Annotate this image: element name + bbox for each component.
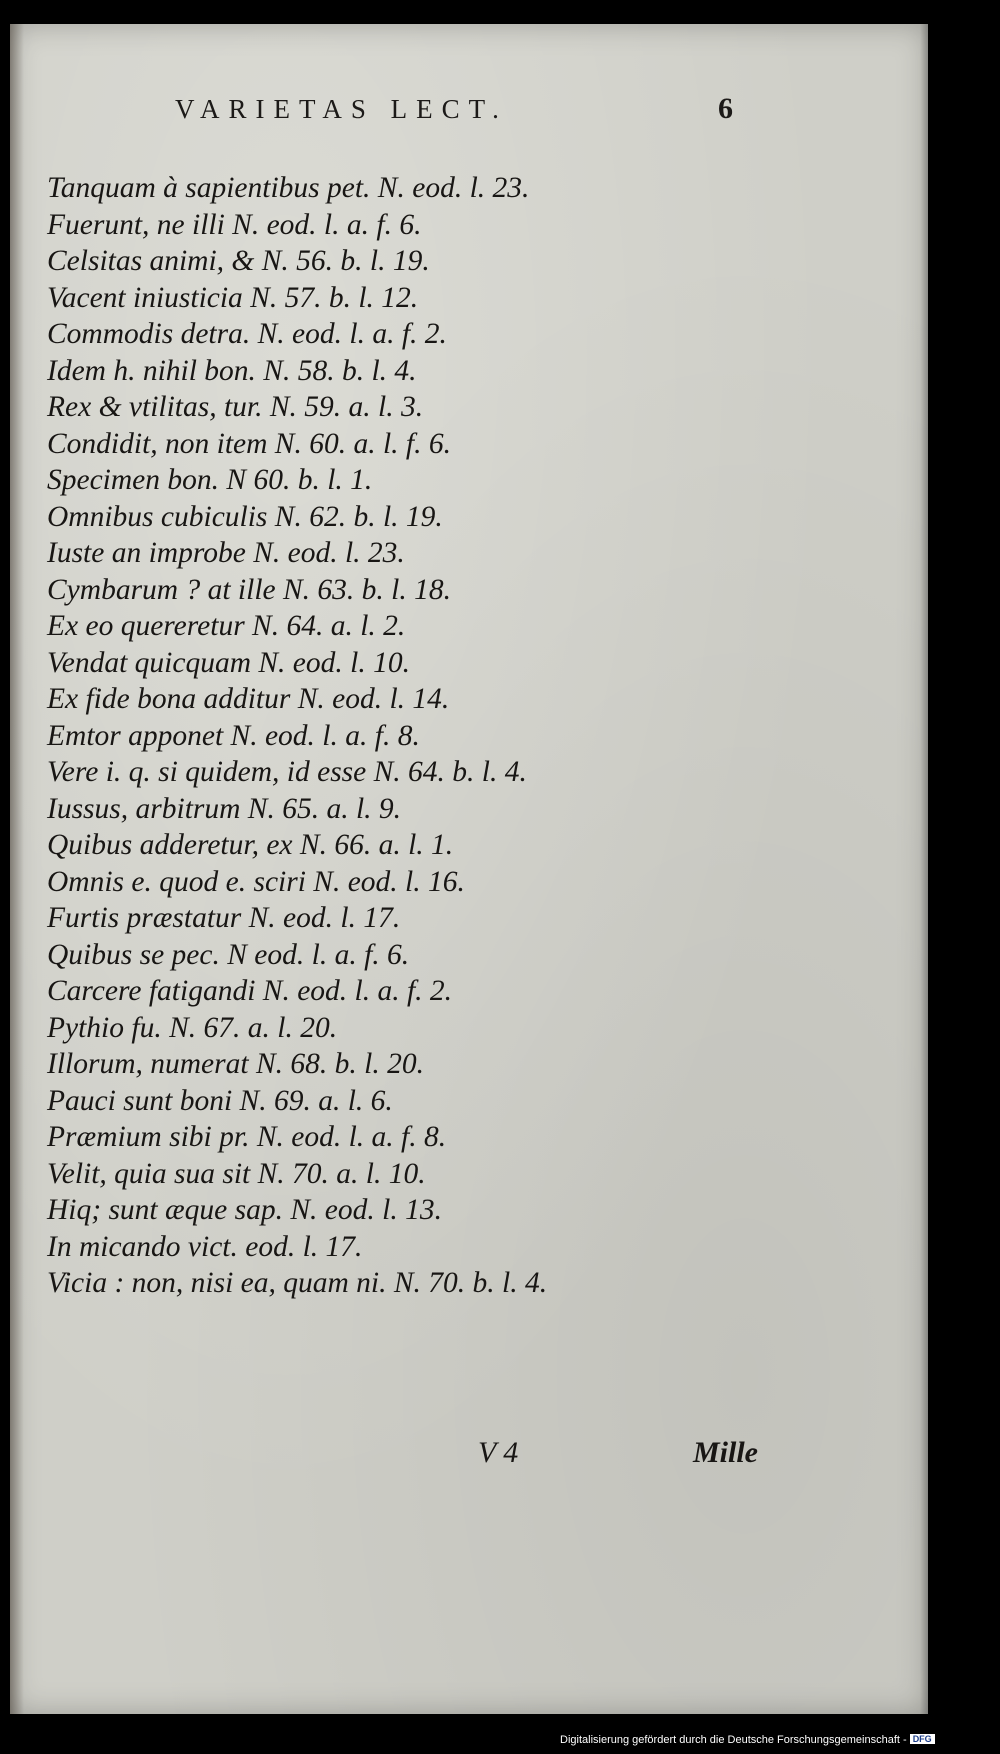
list-item: Præmium sibi pr. N. eod. l. a. f. 8.: [47, 1121, 447, 1153]
variant-readings-list: [47, 170, 907, 1302]
book-page: [10, 24, 928, 1714]
list-item: Condidit, non item N. 60. a. l. f. 6.: [47, 427, 451, 460]
signature-mark: V 4: [478, 1436, 519, 1469]
list-item: Hiq; sunt æque sap. N. eod. l. 13.: [47, 1194, 442, 1226]
list-item: Velit, quia sua sit N. 70. a. l. 10.: [47, 1157, 426, 1190]
running-title: VARIETAS LECT.: [175, 94, 508, 124]
list-item: Cymbarum ? at ille N. 63. b. l. 18.: [47, 573, 451, 606]
list-item: Idem h. nihil bon. N. 58. b. l. 4.: [47, 354, 417, 387]
list-item: Ex eo quereretur N. 64. a. l. 2.: [47, 610, 406, 642]
page-header: [10, 94, 928, 134]
list-item: Vendat quicquam N. eod. l. 10.: [47, 646, 410, 679]
list-item: Iuste an improbe N. eod. l. 23.: [47, 537, 405, 569]
dfg-logo: DFG: [910, 1734, 935, 1744]
list-item: Furtis præstatur N. eod. l. 17.: [47, 902, 401, 934]
list-item: Illorum, numerat N. 68. b. l. 20.: [47, 1048, 424, 1080]
list-item: Commodis detra. N. eod. l. a. f. 2.: [47, 318, 447, 350]
list-item: Vacent iniusticia N. 57. b. l. 12.: [47, 281, 419, 314]
list-item: Rex & vtilitas, tur. N. 59. a. l. 3.: [47, 391, 424, 423]
list-item: Ex fide bona additur N. eod. l. 14.: [47, 683, 450, 715]
credit-text: Digitalisierung gefördert durch die Deutsche Forschungsgemeinschaft -: [560, 1734, 907, 1746]
list-item: Quibus adderetur, ex N. 66. a. l. 1.: [47, 829, 454, 861]
list-item: Fuerunt, ne illi N. eod. l. a. f. 6.: [47, 208, 422, 241]
page-number: 6: [718, 92, 733, 125]
list-item: Pythio fu. N. 67. a. l. 20.: [47, 1011, 338, 1044]
list-item: Vere i. q. si quidem, id esse N. 64. b. l. 4.: [47, 756, 527, 788]
list-item: Specimen bon. N 60. b. l. 1.: [47, 464, 373, 496]
list-item: Omnibus cubiculis N. 62. b. l. 19.: [47, 500, 443, 533]
list-item: Quibus se pec. N eod. l. a. f. 6.: [47, 938, 410, 971]
list-item: Vicia : non, nisi ea, quam ni. N. 70. b. l. 4.: [47, 1267, 548, 1299]
list-item: Omnis e. quod e. sciri N. eod. l. 16.: [47, 865, 465, 898]
list-item: Pauci sunt boni N. 69. a. l. 6.: [47, 1084, 393, 1117]
list-item: Emtor apponet N. eod. l. a. f. 8.: [47, 719, 420, 752]
digitization-credit: [560, 1734, 935, 1746]
list-item: Celsitas animi, & N. 56. b. l. 19.: [47, 245, 430, 277]
list-item: Iussus, arbitrum N. 65. a. l. 9.: [47, 792, 402, 825]
page-footer: [10, 1436, 928, 1476]
list-item: In micando vict. eod. l. 17.: [47, 1230, 363, 1263]
catchword: Mille: [693, 1436, 758, 1469]
list-item: Tanquam à sapientibus pet. N. eod. l. 23.: [47, 172, 530, 204]
list-item: Carcere fatigandi N. eod. l. a. f. 2.: [47, 975, 453, 1007]
